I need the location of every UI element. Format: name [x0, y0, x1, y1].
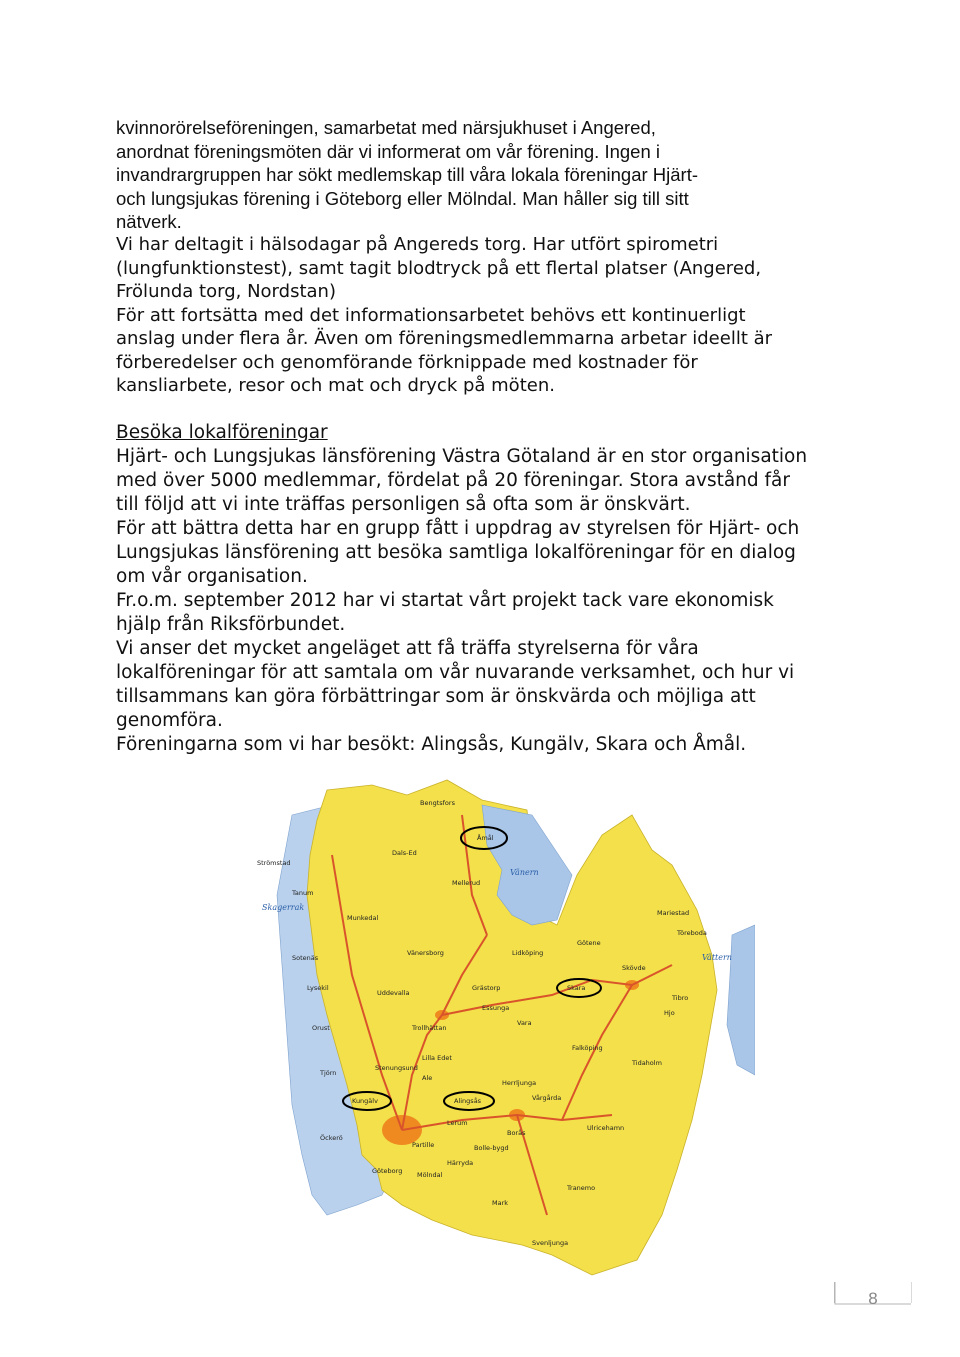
- label-stromstad: Strömstad: [257, 859, 291, 867]
- label-mark: Mark: [492, 1199, 509, 1207]
- label-bollebygd: Bolle-bygd: [474, 1144, 509, 1152]
- label-goteborg: Göteborg: [372, 1167, 403, 1175]
- label-tibro: Tibro: [672, 994, 689, 1002]
- label-partille: Partille: [412, 1141, 435, 1149]
- label-stenungsund: Stenungsund: [375, 1064, 418, 1072]
- label-trollhattan: Trollhättan: [412, 1024, 447, 1032]
- label-lidkoping: Lidköping: [512, 949, 544, 957]
- label-alingsas: Alingsås: [454, 1097, 482, 1105]
- text-line: För att fortsätta med det informationsarbetet behövs ett kontinuerligt: [116, 304, 746, 326]
- label-vanersborg: Vänersborg: [407, 949, 444, 957]
- label-tjorn: Tjörn: [320, 1069, 337, 1077]
- label-vargarda: Vårgårda: [532, 1094, 562, 1102]
- text-line: Frölunda torg, Nordstan): [116, 281, 336, 302]
- section-heading: Besöka lokalföreningar: [116, 422, 328, 443]
- label-amal: Åmål: [477, 834, 494, 842]
- text-line: För att bättra detta har en grupp fått i uppdrag av styrelsen för Hjärt- och: [116, 518, 800, 539]
- label-tidaholm: Tidaholm: [632, 1059, 662, 1067]
- label-bengtsfors: Bengtsfors: [420, 799, 455, 807]
- label-dals-ed: Dals-Ed: [392, 849, 417, 857]
- text-line: genomföra.: [116, 710, 223, 731]
- label-ale: Ale: [422, 1074, 433, 1082]
- label-skara: Skara: [567, 984, 586, 992]
- label-lysekil: Lysekil: [307, 984, 329, 992]
- text-line: Vi anser det mycket angeläget att få träffa styrelserna för våra: [116, 638, 699, 659]
- section-visit-local-associations: [116, 421, 856, 757]
- label-vanern: Vänern: [510, 868, 539, 877]
- label-orust: Orust: [312, 1024, 330, 1032]
- text-line: till följd att vi inte träffas personligen så ofta som är önskvärt.: [116, 494, 691, 515]
- lake-vattern: [727, 925, 755, 1075]
- text-line: kansliarbete, resor och mat och dryck på möten.: [116, 375, 555, 396]
- label-kungalv: Kungälv: [352, 1097, 378, 1105]
- label-falkoping: Falköping: [572, 1044, 603, 1052]
- label-svenljunga: Svenljunga: [532, 1239, 569, 1247]
- paragraph-health-days: [116, 233, 856, 398]
- label-lilla-edet: Lilla Edet: [422, 1054, 452, 1062]
- text-line: anordnat föreningsmöten där vi informerat om vår förening. Ingen i: [116, 140, 660, 162]
- label-ulricehamn: Ulricehamn: [587, 1124, 625, 1132]
- text-line: och lungsjukas förening i Göteborg eller Mölndal. Man håller sig till sitt: [116, 187, 689, 209]
- label-herrljunga: Herrljunga: [502, 1079, 537, 1087]
- region-map: [232, 775, 755, 1280]
- label-boras: Borås: [507, 1129, 526, 1137]
- label-essunga: Essunga: [482, 1004, 510, 1012]
- label-toreboda: Töreboda: [677, 929, 707, 937]
- label-skagerrak: Skagerrak: [262, 903, 305, 912]
- text-line: hjälp från Riksförbundet.: [116, 614, 346, 635]
- label-mariestad: Mariestad: [657, 909, 690, 917]
- text-line: om vår organisation.: [116, 566, 308, 587]
- label-tanum: Tanum: [292, 889, 314, 897]
- label-gotene: Götene: [577, 939, 601, 947]
- text-line: Föreningarna som vi har besökt: Alingsås, Kungälv, Skara och Åmål.: [116, 734, 747, 755]
- label-harryda: Härryda: [447, 1159, 474, 1167]
- label-vattern: Vättern: [702, 953, 732, 962]
- text-line: förberedelser och genomförande förknippade med kostnader för: [116, 351, 698, 373]
- text-line: invandrargruppen har sökt medlemskap till våra lokala föreningar Hjärt-: [116, 164, 699, 185]
- text-line: tillsammans kan göra förbättringar som är önskvärda och möjliga att: [116, 686, 756, 707]
- text-line: (lungfunktionstest), samt tagit blodtryck på ett flertal platser (Angered,: [116, 257, 762, 279]
- label-skovde: Skövde: [622, 964, 646, 972]
- label-ockero: Öckerö: [320, 1134, 343, 1142]
- label-munkedal: Munkedal: [347, 914, 379, 922]
- text-line: anslag under flera år. Även om föreningsmedlemmarna arbetar ideellt är: [116, 328, 773, 349]
- text-line: kvinnorörelseföreningen, samarbetat med närsjukhuset i Angered,: [116, 117, 656, 138]
- label-molndal: Mölndal: [417, 1171, 443, 1179]
- label-uddevalla: Uddevalla: [377, 989, 410, 997]
- label-sotenas: Sotenäs: [292, 954, 319, 962]
- label-hjo: Hjo: [664, 1009, 675, 1017]
- label-grastorp: Grästorp: [472, 984, 501, 992]
- label-tranemo: Tranemo: [567, 1184, 596, 1192]
- text-line: lokalföreningar för att samtala om vår nuvarande verksamhet, och hur vi: [116, 662, 795, 683]
- paragraph-integration: [116, 116, 856, 234]
- label-vara: Vara: [517, 1019, 532, 1027]
- label-lerum: Lerum: [447, 1119, 468, 1127]
- page-number: 8: [868, 1289, 878, 1308]
- text-line: med över 5000 medlemmar, fördelat på 20 föreningar. Stora avstånd får: [116, 470, 790, 491]
- text-line: Lungsjukas länsförening att besöka samtliga lokalföreningar för en dialog: [116, 542, 796, 563]
- text-line: Vi har deltagit i hälsodagar på Angereds torg. Har utfört spirometri: [116, 234, 719, 255]
- text-line: Fr.o.m. september 2012 har vi startat vårt projekt tack vare ekonomisk: [116, 590, 774, 611]
- label-mellerud: Mellerud: [452, 879, 481, 887]
- text-line: nätverk.: [116, 211, 182, 232]
- text-line: Hjärt- och Lungsjukas länsförening Västra Götaland är en stor organisation: [116, 446, 808, 467]
